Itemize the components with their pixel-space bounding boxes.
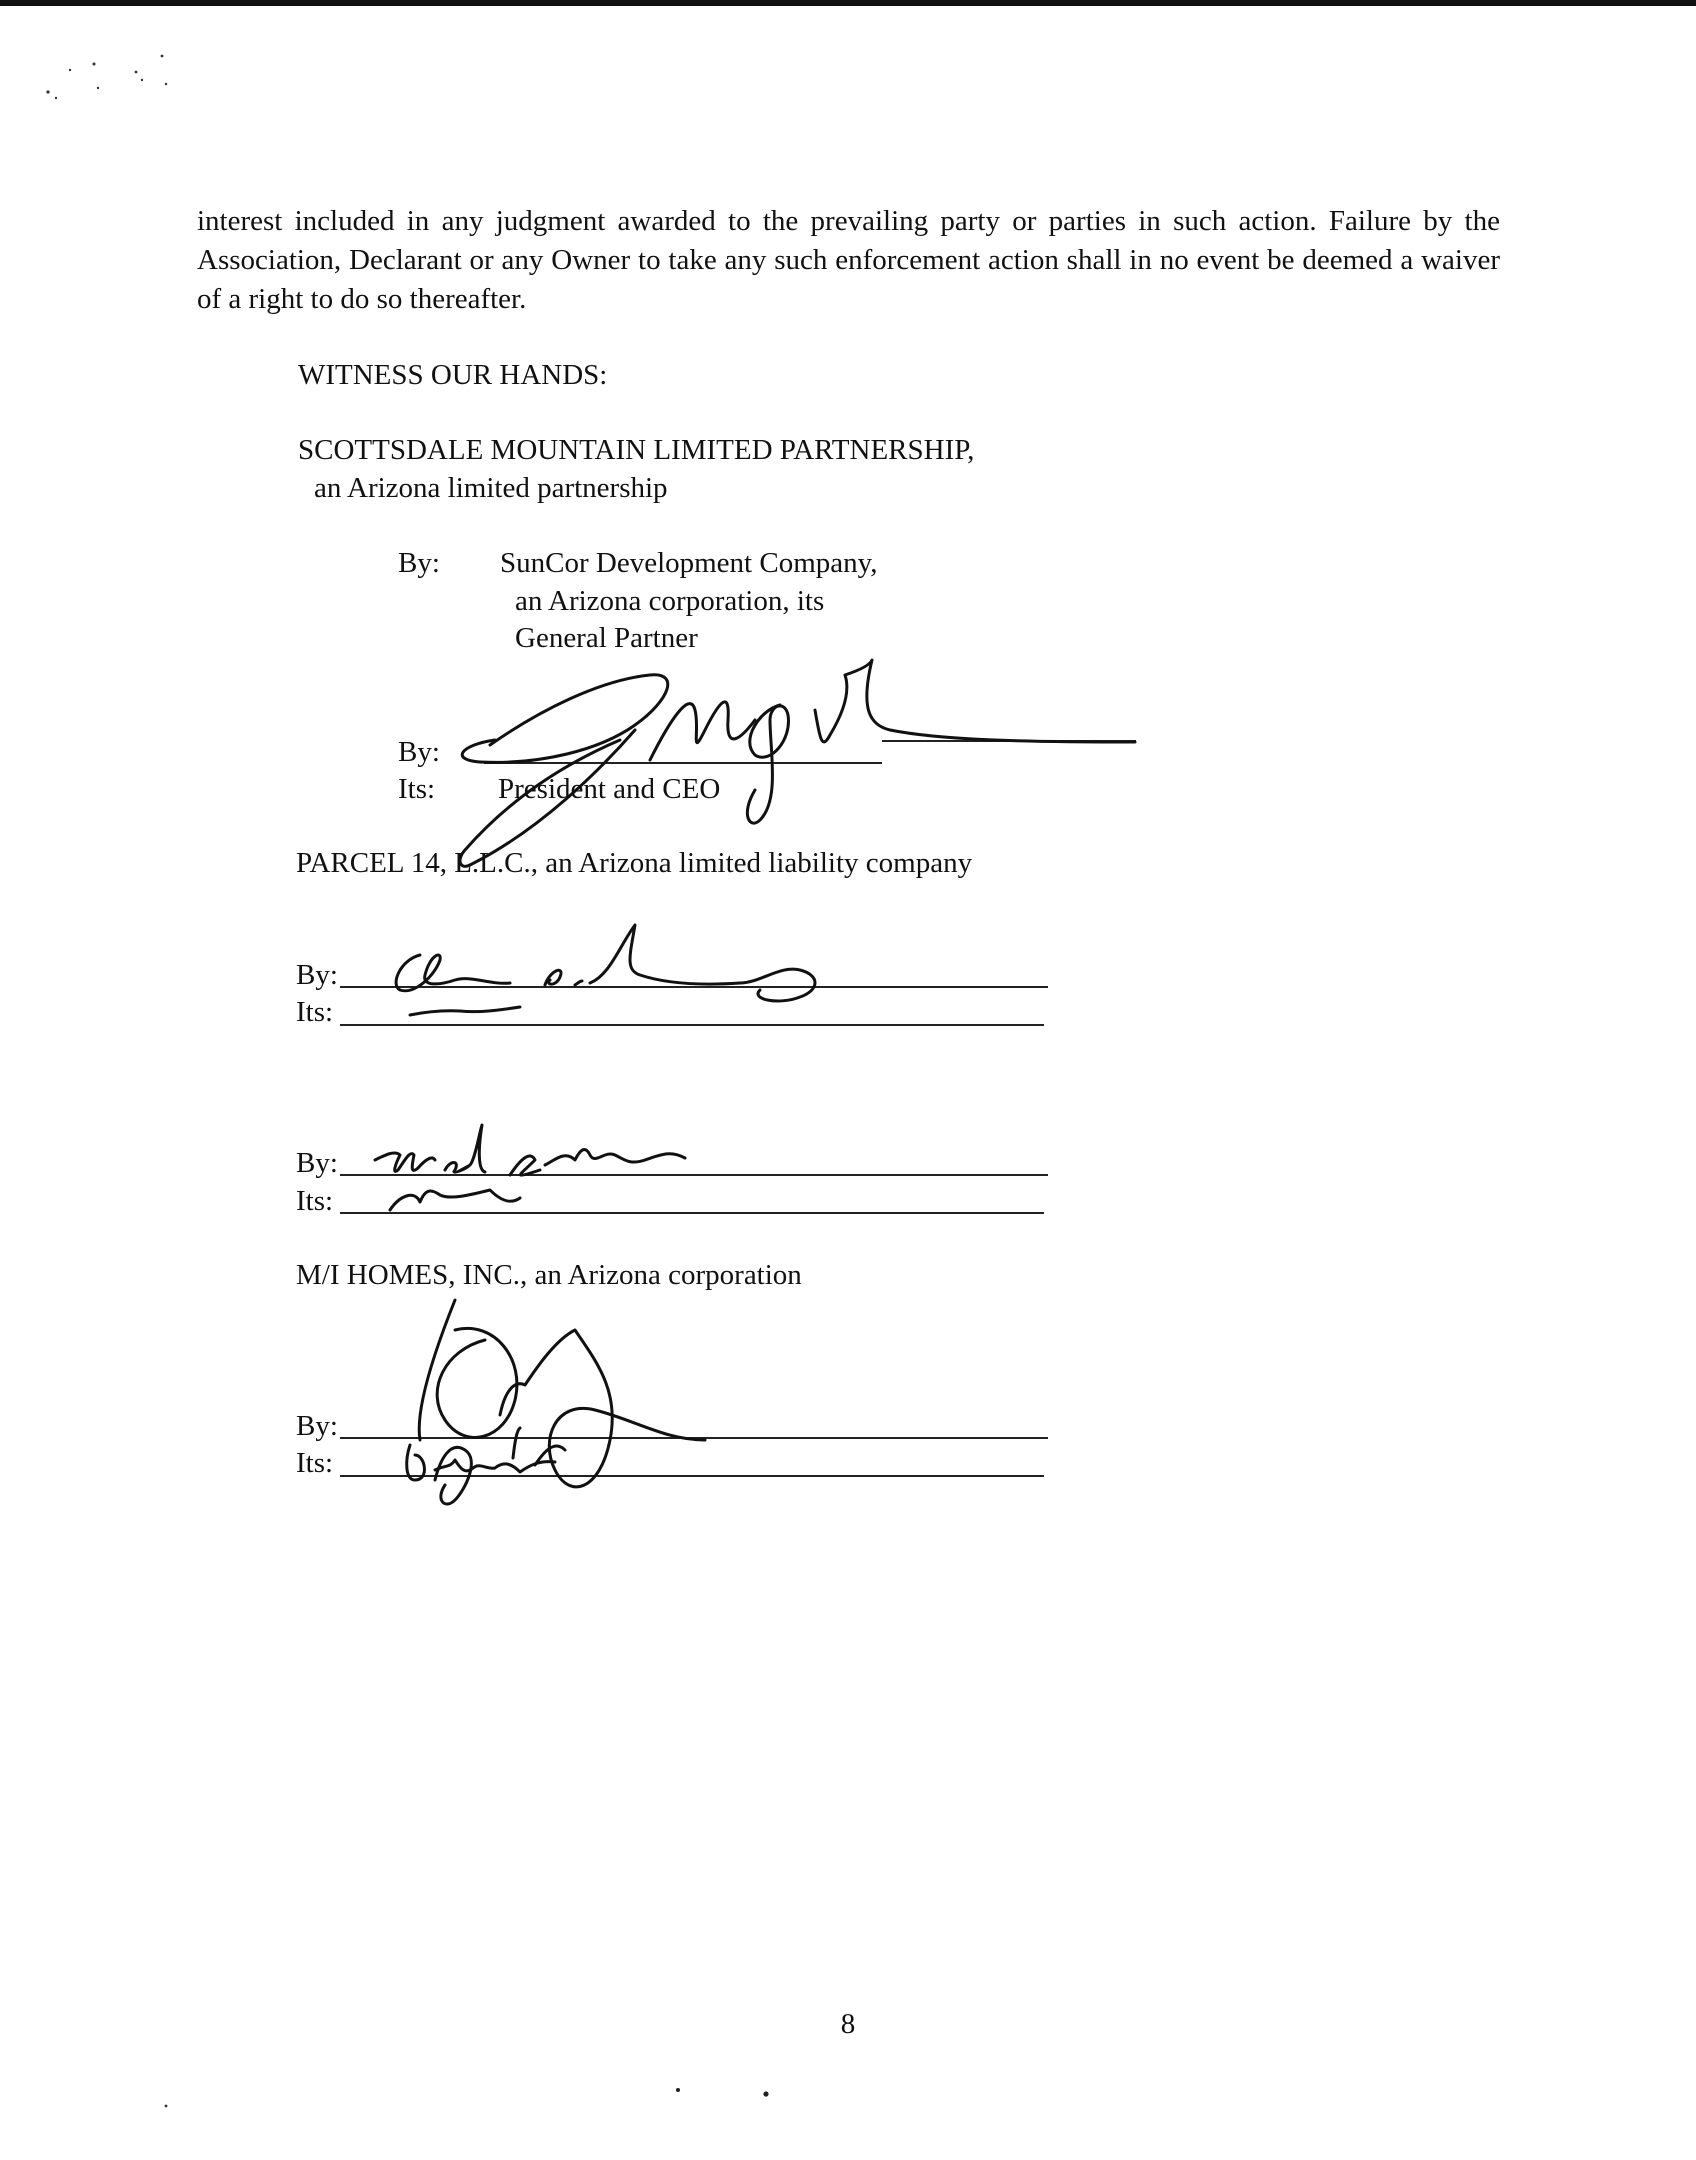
party3-its-label: Its: — [296, 1447, 334, 1479]
party3-name: M/I HOMES, INC., an Arizona corporation — [296, 1259, 802, 1291]
party1-descriptor: an Arizona limited partnership — [314, 472, 668, 504]
page-number: 8 — [840, 2008, 856, 2040]
party2-signer1-signature — [380, 915, 880, 1025]
party2-signer2-its-label: Its: — [296, 1185, 334, 1217]
party2-name: PARCEL 14, L.L.C., an Arizona limited liability company — [296, 847, 973, 879]
corner-speck — [160, 2100, 180, 2120]
scan-top-edge — [0, 0, 1696, 6]
party3-signature — [395, 1290, 725, 1510]
party2-signer1-by-label: By: — [296, 959, 338, 991]
party1-by-label: By: — [398, 547, 440, 579]
party1-its-value: President and CEO — [498, 773, 721, 805]
party1-by-entity-line2: an Arizona corporation, its — [515, 585, 825, 617]
party1-name: SCOTTSDALE MOUNTAIN LIMITED PARTNERSHIP, — [298, 434, 975, 466]
witness-heading: WITNESS OUR HANDS: — [298, 359, 608, 391]
closing-paragraph: interest included in any judgment awarded to the prevailing party or parties in such action. Failure by the Association, Declarant or any Owner to take any such enforcement action shall in no event be deemed a waiver of a right to do so thereafter. — [197, 205, 1500, 315]
party2-signer2-by-label: By: — [296, 1147, 338, 1179]
bottom-scan-marks — [670, 2080, 790, 2110]
party2-signer2-signature — [370, 1120, 790, 1220]
party2-signer1-its-label: Its: — [296, 996, 334, 1028]
party1-sign-by-label: By: — [398, 736, 440, 768]
party3-by-label: By: — [296, 1410, 338, 1442]
party1-by-entity-line3: General Partner — [515, 622, 698, 654]
party1-by-entity-line1: SunCor Development Company, — [500, 547, 878, 579]
scan-specks — [40, 50, 180, 120]
party1-its-label: Its: — [398, 773, 436, 805]
